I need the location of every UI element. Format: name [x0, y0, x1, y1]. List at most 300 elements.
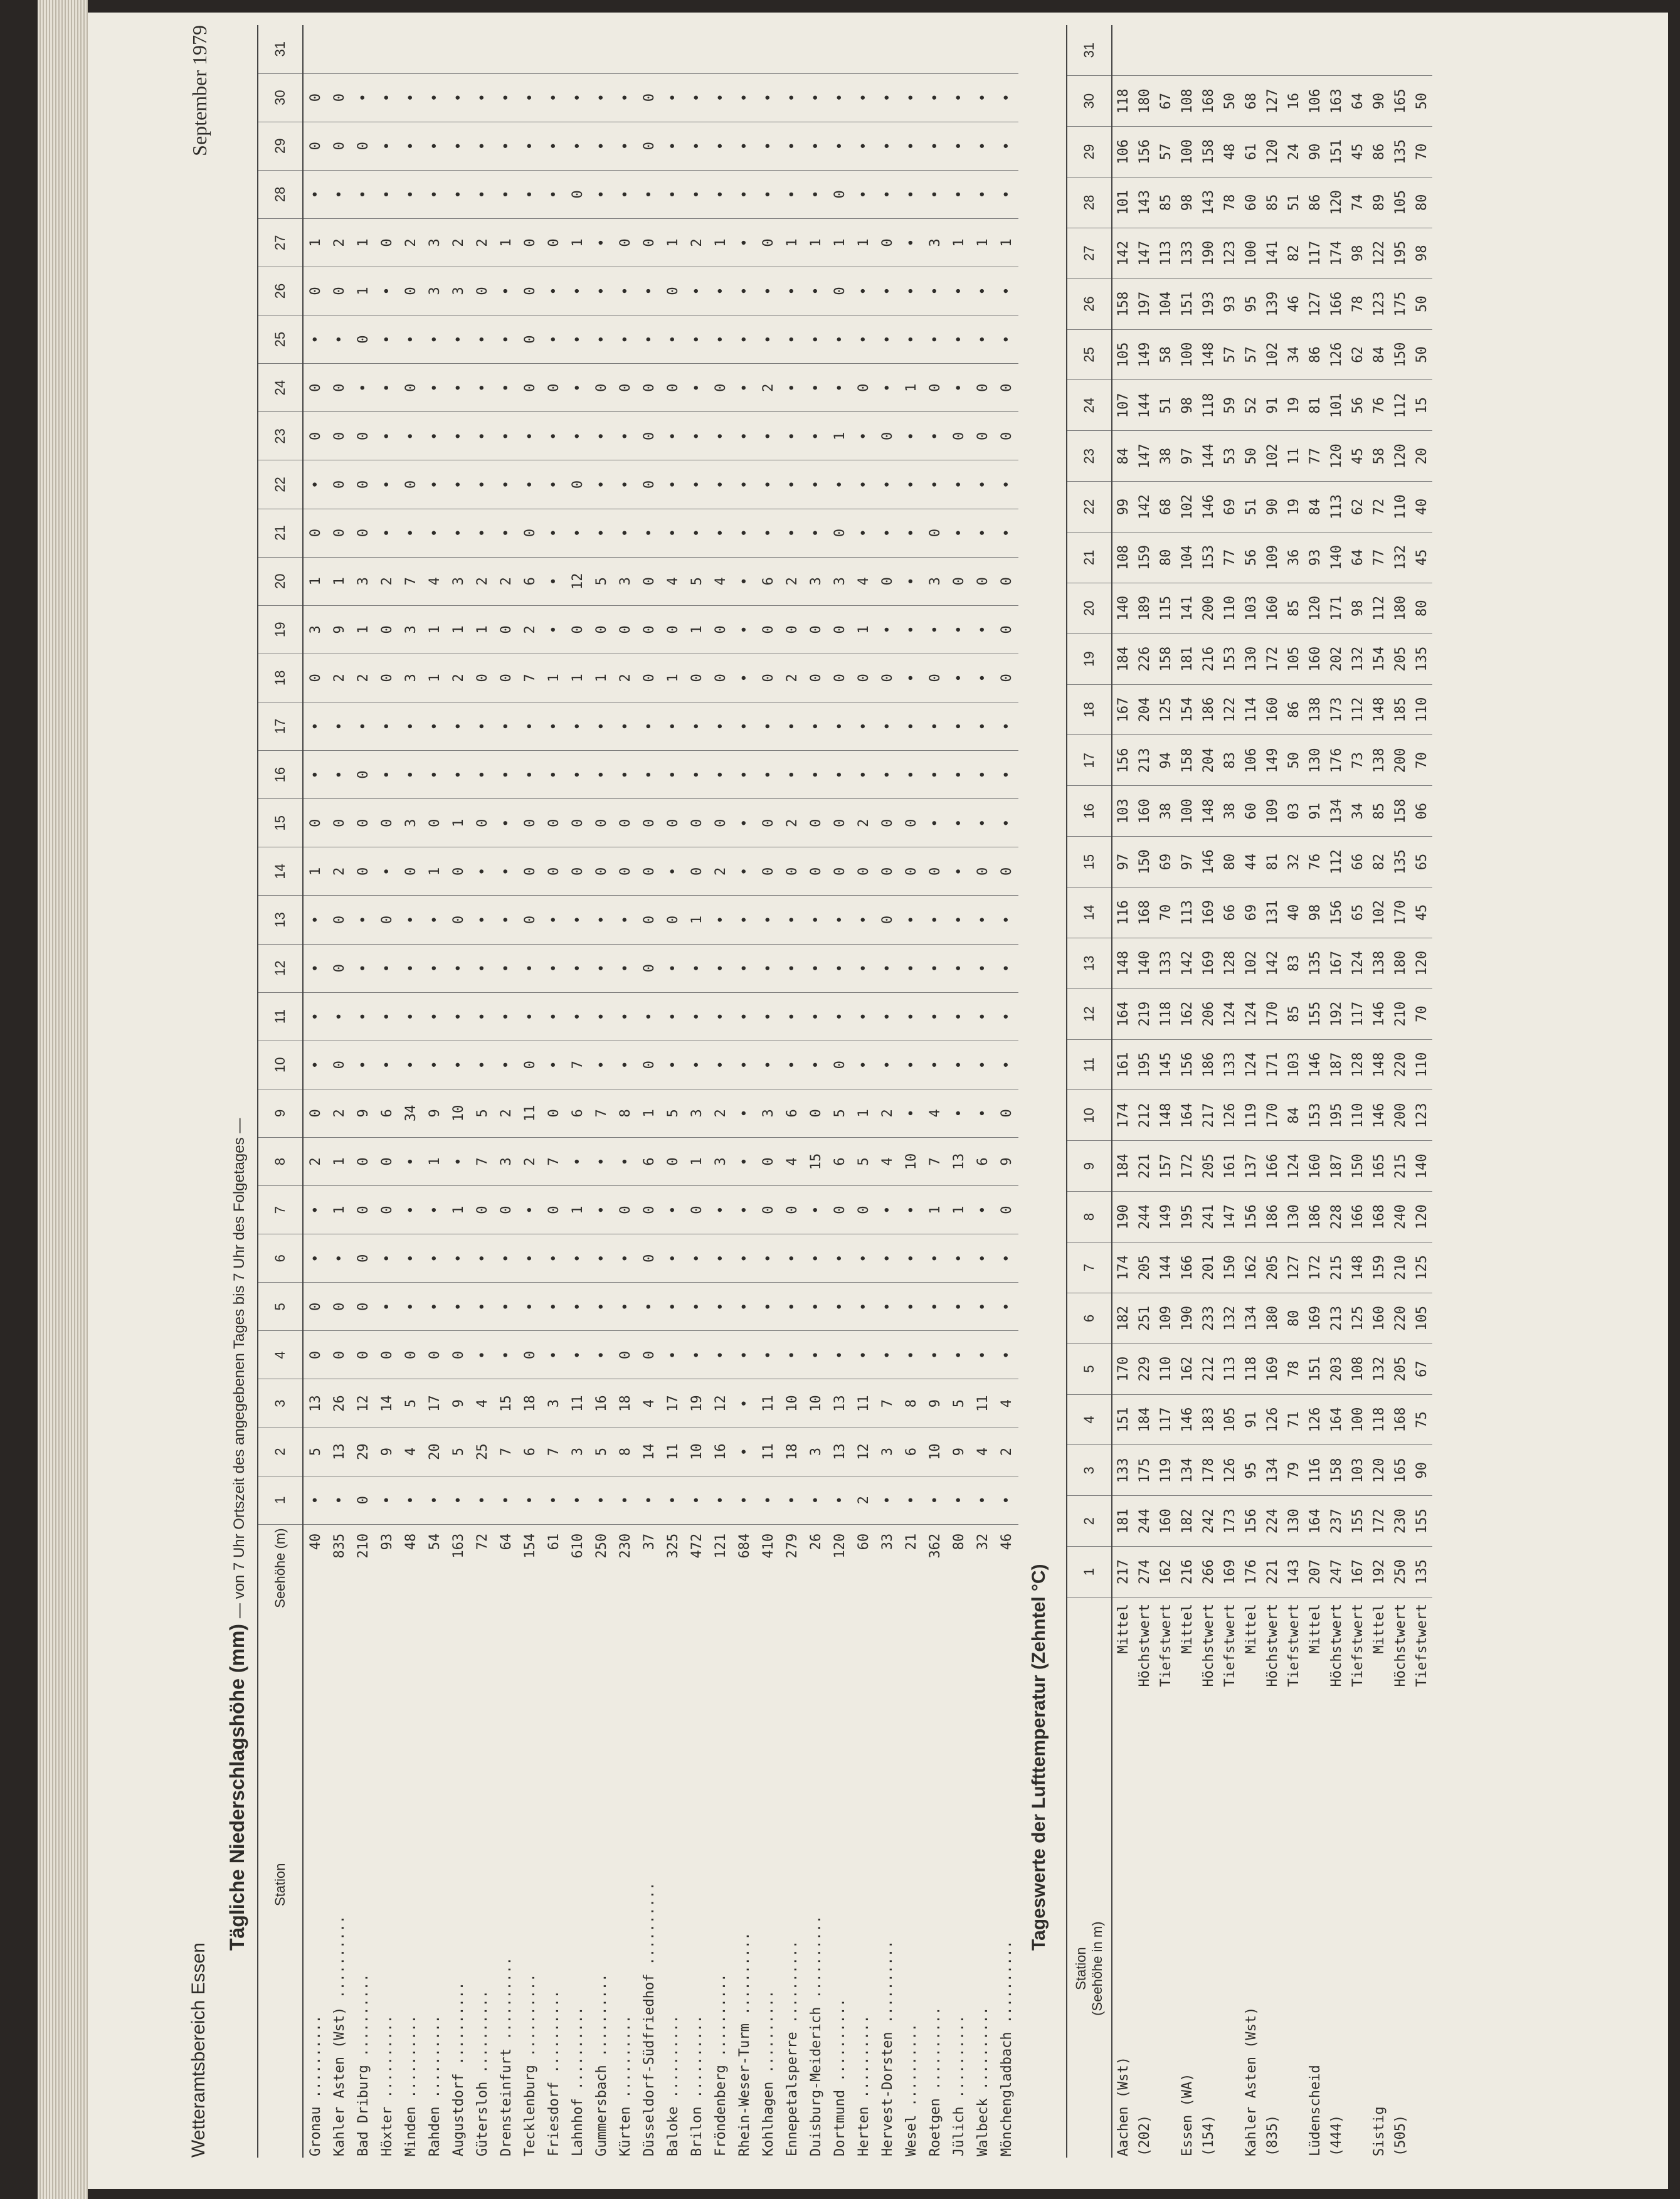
table-cell: 103 — [1240, 583, 1262, 633]
table-cell: • — [971, 896, 995, 944]
table-cell: 146 — [1176, 1394, 1198, 1445]
table-cell: • — [566, 1137, 589, 1185]
table-cell: 5 — [303, 1428, 327, 1476]
table-cell: 1 — [852, 218, 875, 267]
table-cell: • — [351, 170, 375, 218]
table-cell: 15 — [804, 1137, 828, 1185]
table-cell: 84 — [1112, 431, 1134, 482]
table-cell: 2 — [852, 1476, 875, 1524]
table-cell: 80 — [1283, 1293, 1304, 1343]
table-cell: • — [899, 267, 923, 315]
table-cell: 6 — [637, 1137, 661, 1185]
table-cell: • — [399, 896, 423, 944]
table-cell: 0 — [828, 509, 852, 557]
table-cell: 220 — [1390, 1039, 1411, 1090]
table-cell: • — [542, 896, 566, 944]
table-cell: 156 — [1176, 1039, 1198, 1090]
table-cell: • — [899, 122, 923, 170]
table-cell: 166 — [1347, 1192, 1368, 1243]
table-cell: • — [947, 896, 971, 944]
table-cell: 0 — [947, 557, 971, 605]
table-cell: 100 — [1347, 1394, 1368, 1445]
table-cell: • — [875, 1186, 899, 1234]
table-cell: • — [780, 509, 804, 557]
table-cell: • — [661, 1041, 685, 1089]
table-cell: 125 — [1411, 1243, 1432, 1293]
table-cell: 9 — [375, 1428, 399, 1476]
table-cell: 45 — [1411, 532, 1432, 583]
table-cell: 91 — [1304, 786, 1326, 837]
station-name: Hervest-Dorsten .......... — [879, 1940, 895, 2156]
table-cell: • — [852, 1283, 875, 1331]
table-cell: • — [971, 1234, 995, 1283]
table-cell: 12 — [351, 1379, 375, 1428]
table-cell: 0 — [446, 847, 470, 896]
table-cell: 0 — [637, 73, 661, 122]
table-cell: • — [423, 73, 446, 122]
table-cell: 0 — [899, 799, 923, 847]
station-height: 610 — [569, 1533, 586, 1559]
table-cell: 8 — [613, 1428, 637, 1476]
table-cell: • — [756, 1041, 780, 1089]
table-cell: • — [613, 751, 637, 799]
table-cell: 170 — [1112, 1343, 1134, 1394]
table-cell: 0 — [399, 267, 423, 315]
table-cell: 274 — [1134, 1547, 1155, 1598]
table-cell: • — [947, 122, 971, 170]
day-header: 6 — [258, 1234, 303, 1283]
table-cell: 109 — [1262, 786, 1283, 837]
table-cell: • — [732, 364, 756, 412]
table-cell: • — [566, 896, 589, 944]
station-height: 120 — [832, 1533, 848, 1559]
table-cell: 3 — [923, 218, 947, 267]
day-header: 5 — [1067, 1343, 1112, 1394]
table-cell: • — [566, 1476, 589, 1524]
table-cell: 140 — [1134, 938, 1155, 988]
table-cell: 0 — [637, 799, 661, 847]
table-cell: 83 — [1283, 938, 1304, 988]
table-cell: 2 — [685, 218, 709, 267]
table-cell: 3 — [804, 557, 828, 605]
table-cell: 1 — [947, 1186, 971, 1234]
table-cell: 118 — [1155, 988, 1176, 1039]
station-name: Minden .......... — [403, 2015, 419, 2156]
table-cell: • — [470, 509, 494, 557]
table-cell: • — [804, 364, 828, 412]
table-cell: 127 — [1304, 278, 1326, 329]
station-name: Bad Driburg .......... — [355, 1973, 371, 2156]
table-cell: 1 — [303, 557, 327, 605]
table-cell: • — [589, 218, 613, 267]
table-cell: • — [899, 315, 923, 364]
table-cell: 3 — [399, 799, 423, 847]
table-cell: • — [375, 702, 399, 750]
temp-col-station-label: Station — [1073, 1947, 1089, 1990]
table-cell: 132 — [1347, 633, 1368, 684]
table-cell: 184 — [1134, 1394, 1155, 1445]
table-cell: 138 — [1368, 938, 1390, 988]
table-cell: 167 — [1326, 938, 1347, 988]
table-cell: 162 — [1155, 1547, 1176, 1598]
table-cell: 105 — [1390, 177, 1411, 228]
table-cell: • — [542, 1476, 566, 1524]
station-name: Kohlhagen .......... — [760, 1990, 776, 2156]
table-cell: 66 — [1219, 888, 1240, 938]
book-page-edges — [38, 0, 88, 2199]
table-cell: 0 — [756, 218, 780, 267]
table-cell: 184 — [1112, 1141, 1134, 1192]
table-cell: • — [804, 460, 828, 509]
table-cell: • — [899, 1331, 923, 1379]
table-cell: 2 — [518, 605, 542, 654]
table-cell: 135 — [1304, 938, 1326, 988]
table-cell: 133 — [1155, 938, 1176, 988]
table-cell: • — [709, 267, 732, 315]
table-cell: 5 — [685, 557, 709, 605]
station-name: Ennepetalsperre .......... — [784, 1940, 800, 2156]
table-cell: 0 — [828, 267, 852, 315]
table-cell: 186 — [1262, 1192, 1283, 1243]
table-cell: • — [470, 122, 494, 170]
table-cell: • — [518, 1283, 542, 1331]
station-height: 279 — [784, 1533, 800, 1559]
table-cell: 5 — [589, 557, 613, 605]
table-cell: • — [899, 1089, 923, 1137]
table-cell: • — [446, 315, 470, 364]
table-cell: 51 — [1240, 482, 1262, 533]
table-cell: 0 — [518, 799, 542, 847]
table-cell: • — [375, 364, 399, 412]
table-cell: 1 — [566, 218, 589, 267]
table-cell: 1 — [327, 557, 351, 605]
table-cell: 130 — [1283, 1496, 1304, 1547]
day-header: 28 — [258, 170, 303, 218]
table-cell: 0 — [303, 509, 327, 557]
table-cell: • — [589, 1331, 613, 1379]
table-cell: 128 — [1219, 938, 1240, 988]
table-cell: 0 — [828, 170, 852, 218]
table-cell: 224 — [1262, 1496, 1283, 1547]
table-cell: • — [613, 170, 637, 218]
table-cell: • — [780, 364, 804, 412]
table-cell: • — [852, 944, 875, 992]
table-cell: 266 — [1198, 1547, 1219, 1598]
table-cell: 2 — [709, 1089, 732, 1137]
table-cell: 244 — [1134, 1496, 1155, 1547]
table-cell: • — [542, 170, 566, 218]
station-height: 154 — [522, 1533, 538, 1559]
station-name: Dortmund .......... — [832, 1998, 848, 2156]
table-cell: • — [613, 1234, 637, 1283]
station-height: 362 — [927, 1533, 943, 1559]
table-cell: • — [995, 315, 1018, 364]
table-cell: • — [971, 992, 995, 1041]
table-cell: 84 — [1368, 329, 1390, 380]
table-cell: 202 — [1326, 633, 1347, 684]
table-cell: • — [899, 412, 923, 460]
table-cell: • — [804, 73, 828, 122]
table-cell: 68 — [1155, 482, 1176, 533]
table-cell: • — [685, 412, 709, 460]
table-cell: • — [756, 751, 780, 799]
table-cell — [685, 25, 709, 73]
table-cell: 0 — [661, 1137, 685, 1185]
table-cell: • — [423, 1186, 446, 1234]
table-cell: 187 — [1326, 1141, 1347, 1192]
table-cell: 119 — [1155, 1445, 1176, 1496]
table-cell — [1134, 25, 1155, 76]
table-cell: 102 — [1262, 329, 1283, 380]
table-cell: • — [399, 1186, 423, 1234]
table-cell: • — [303, 751, 327, 799]
table-cell: 147 — [1219, 1192, 1240, 1243]
table-cell: 102 — [1262, 431, 1283, 482]
value-kind: Mittel — [1115, 1604, 1131, 1654]
station-height: 48 — [403, 1533, 419, 1550]
table-cell: 0 — [303, 654, 327, 702]
table-cell: 70 — [1155, 888, 1176, 938]
table-cell: • — [423, 509, 446, 557]
table-cell: • — [661, 1331, 685, 1379]
table-row — [1198, 25, 1219, 2158]
table-cell: 90 — [1304, 127, 1326, 178]
table-cell: • — [327, 702, 351, 750]
table-cell: 51 — [1155, 380, 1176, 431]
table-cell: • — [923, 122, 947, 170]
table-cell: • — [756, 73, 780, 122]
table-cell: 0 — [375, 896, 399, 944]
day-header: 18 — [258, 654, 303, 702]
station-name: Gütersloh .......... — [474, 1990, 490, 2156]
day-header: 23 — [258, 412, 303, 460]
table-cell: • — [327, 1234, 351, 1283]
table-cell: 163 — [1326, 76, 1347, 127]
table-cell: • — [732, 73, 756, 122]
table-cell: 0 — [399, 1331, 423, 1379]
table-cell: 71 — [1283, 1394, 1304, 1445]
table-cell: 1 — [661, 654, 685, 702]
table-row — [899, 25, 923, 2158]
table-cell: 105 — [1219, 1394, 1240, 1445]
table-cell: 85 — [1283, 988, 1304, 1039]
table-cell: 237 — [1326, 1496, 1347, 1547]
table-cell: 160 — [1304, 1141, 1326, 1192]
table-cell: 78 — [1219, 177, 1240, 228]
table-cell: • — [828, 751, 852, 799]
day-header: 26 — [1067, 278, 1112, 329]
table-cell: 205 — [1390, 1343, 1411, 1394]
table-cell: 158 — [1390, 786, 1411, 837]
table-cell: 13 — [947, 1137, 971, 1185]
table-cell: • — [375, 1283, 399, 1331]
table-cell: 122 — [1368, 228, 1390, 278]
table-cell: • — [875, 267, 899, 315]
table-cell: 160 — [1262, 583, 1283, 633]
table-cell: 40 — [1411, 482, 1432, 533]
table-cell: 135 — [1411, 1547, 1432, 1598]
table-cell: 240 — [1390, 1192, 1411, 1243]
table-cell: 14 — [637, 1428, 661, 1476]
table-cell: • — [399, 315, 423, 364]
table-row — [923, 25, 947, 2158]
table-cell: • — [494, 1476, 518, 1524]
value-kind: Tiefstwert — [1222, 1604, 1238, 1687]
table-cell: • — [446, 1234, 470, 1283]
table-cell: 156 — [1240, 1496, 1262, 1547]
table-cell: 50 — [1411, 278, 1432, 329]
table-cell: 45 — [1411, 888, 1432, 938]
table-cell: 205 — [1198, 1141, 1219, 1192]
table-cell: 20 — [1411, 431, 1432, 482]
table-cell: • — [375, 267, 399, 315]
table-cell: • — [613, 992, 637, 1041]
table-cell — [1262, 25, 1283, 76]
table-cell: • — [518, 1476, 542, 1524]
table-cell: • — [637, 509, 661, 557]
table-cell: 90 — [1262, 482, 1283, 533]
table-cell: 72 — [1368, 482, 1390, 533]
table-cell: • — [613, 73, 637, 122]
table-cell: 146 — [1198, 837, 1219, 888]
table-cell — [1326, 25, 1347, 76]
table-cell: 149 — [1155, 1192, 1176, 1243]
table-cell: 1 — [899, 364, 923, 412]
table-cell: • — [804, 1041, 828, 1089]
table-cell: 0 — [995, 654, 1018, 702]
table-cell: • — [995, 799, 1018, 847]
table-cell: 166 — [1262, 1141, 1283, 1192]
table-cell: 134 — [1176, 1445, 1198, 1496]
table-cell: • — [685, 1283, 709, 1331]
table-cell: 0 — [756, 654, 780, 702]
table-cell: • — [685, 315, 709, 364]
table-cell: 143 — [1283, 1547, 1304, 1598]
table-cell: 169 — [1304, 1293, 1326, 1343]
table-cell: • — [709, 751, 732, 799]
table-cell: 0 — [446, 896, 470, 944]
table-cell: 20 — [423, 1428, 446, 1476]
table-cell: • — [923, 170, 947, 218]
table-cell: • — [542, 944, 566, 992]
table-cell: • — [971, 170, 995, 218]
table-cell: 75 — [1411, 1394, 1432, 1445]
table-cell: 124 — [1283, 1141, 1304, 1192]
table-cell: • — [542, 412, 566, 460]
table-cell: • — [804, 992, 828, 1041]
table-cell: 173 — [1326, 684, 1347, 735]
table-cell: 4 — [470, 1379, 494, 1428]
table-cell: 160 — [1155, 1496, 1176, 1547]
table-cell: 148 — [1155, 1090, 1176, 1141]
table-cell: 6 — [518, 1428, 542, 1476]
table-cell: • — [518, 73, 542, 122]
table-cell: 124 — [1347, 938, 1368, 988]
table-cell: • — [470, 412, 494, 460]
table-cell: • — [589, 170, 613, 218]
table-cell: 134 — [1326, 786, 1347, 837]
table-cell: • — [947, 460, 971, 509]
table-cell: • — [303, 1186, 327, 1234]
table-cell: 5 — [470, 1089, 494, 1137]
table-cell — [899, 25, 923, 73]
table-cell: • — [613, 267, 637, 315]
table-cell: 0 — [327, 460, 351, 509]
table-cell: 6 — [566, 1089, 589, 1137]
table-cell: 89 — [1368, 177, 1390, 228]
table-cell: • — [327, 751, 351, 799]
table-cell: 0 — [828, 605, 852, 654]
value-kind: Mittel — [1179, 1604, 1195, 1654]
table-cell — [661, 25, 685, 73]
table-cell: 1 — [566, 654, 589, 702]
table-cell: 0 — [875, 847, 899, 896]
table-cell: 2 — [446, 654, 470, 702]
table-cell: 110 — [1390, 482, 1411, 533]
table-cell: 148 — [1198, 786, 1219, 837]
table-cell: 0 — [637, 460, 661, 509]
table-cell: • — [589, 460, 613, 509]
table-cell: • — [899, 1186, 923, 1234]
table-cell: • — [613, 944, 637, 992]
table-cell: • — [709, 702, 732, 750]
table-cell: 76 — [1368, 380, 1390, 431]
table-cell: 16 — [1283, 76, 1304, 127]
table-cell: 70 — [1411, 735, 1432, 786]
table-cell: 0 — [351, 799, 375, 847]
table-cell: 34 — [1347, 786, 1368, 837]
table-cell: • — [732, 122, 756, 170]
table-cell: 24 — [1283, 127, 1304, 178]
table-cell: 0 — [995, 1186, 1018, 1234]
table-cell: 154 — [1176, 684, 1198, 735]
table-cell: 90 — [1368, 76, 1390, 127]
table-cell: 120 — [1326, 177, 1347, 228]
table-cell: • — [756, 992, 780, 1041]
table-cell: • — [780, 460, 804, 509]
table-cell: 0 — [542, 1089, 566, 1137]
table-cell: 4 — [423, 557, 446, 605]
table-cell: • — [780, 1041, 804, 1089]
precip-table-body — [303, 25, 1018, 2158]
table-cell: 78 — [1347, 278, 1368, 329]
table-cell: 0 — [518, 218, 542, 267]
table-cell: • — [756, 1283, 780, 1331]
table-cell — [351, 25, 375, 73]
table-cell: 0 — [828, 799, 852, 847]
table-cell: • — [780, 412, 804, 460]
table-cell: • — [470, 1041, 494, 1089]
table-cell: 66 — [1347, 837, 1368, 888]
table-cell: 116 — [1112, 888, 1134, 938]
table-cell: 0 — [303, 1331, 327, 1379]
day-header: 27 — [1067, 228, 1112, 278]
table-cell: • — [923, 1041, 947, 1089]
temp-title: Tageswerte der Lufttemperatur (Zehntel °C) — [1028, 1564, 1049, 1951]
table-cell: 4 — [995, 1379, 1018, 1428]
table-cell: 120 — [1304, 583, 1326, 633]
table-cell: 100 — [1240, 228, 1262, 278]
table-cell: • — [661, 509, 685, 557]
table-cell: 133 — [1112, 1445, 1134, 1496]
table-cell: 215 — [1390, 1141, 1411, 1192]
day-header: 31 — [258, 25, 303, 73]
table-cell: 53 — [1219, 431, 1240, 482]
table-cell: 0 — [613, 799, 637, 847]
station-name: Friesdorf .......... — [546, 1990, 562, 2156]
table-cell: • — [566, 702, 589, 750]
table-cell: • — [971, 605, 995, 654]
